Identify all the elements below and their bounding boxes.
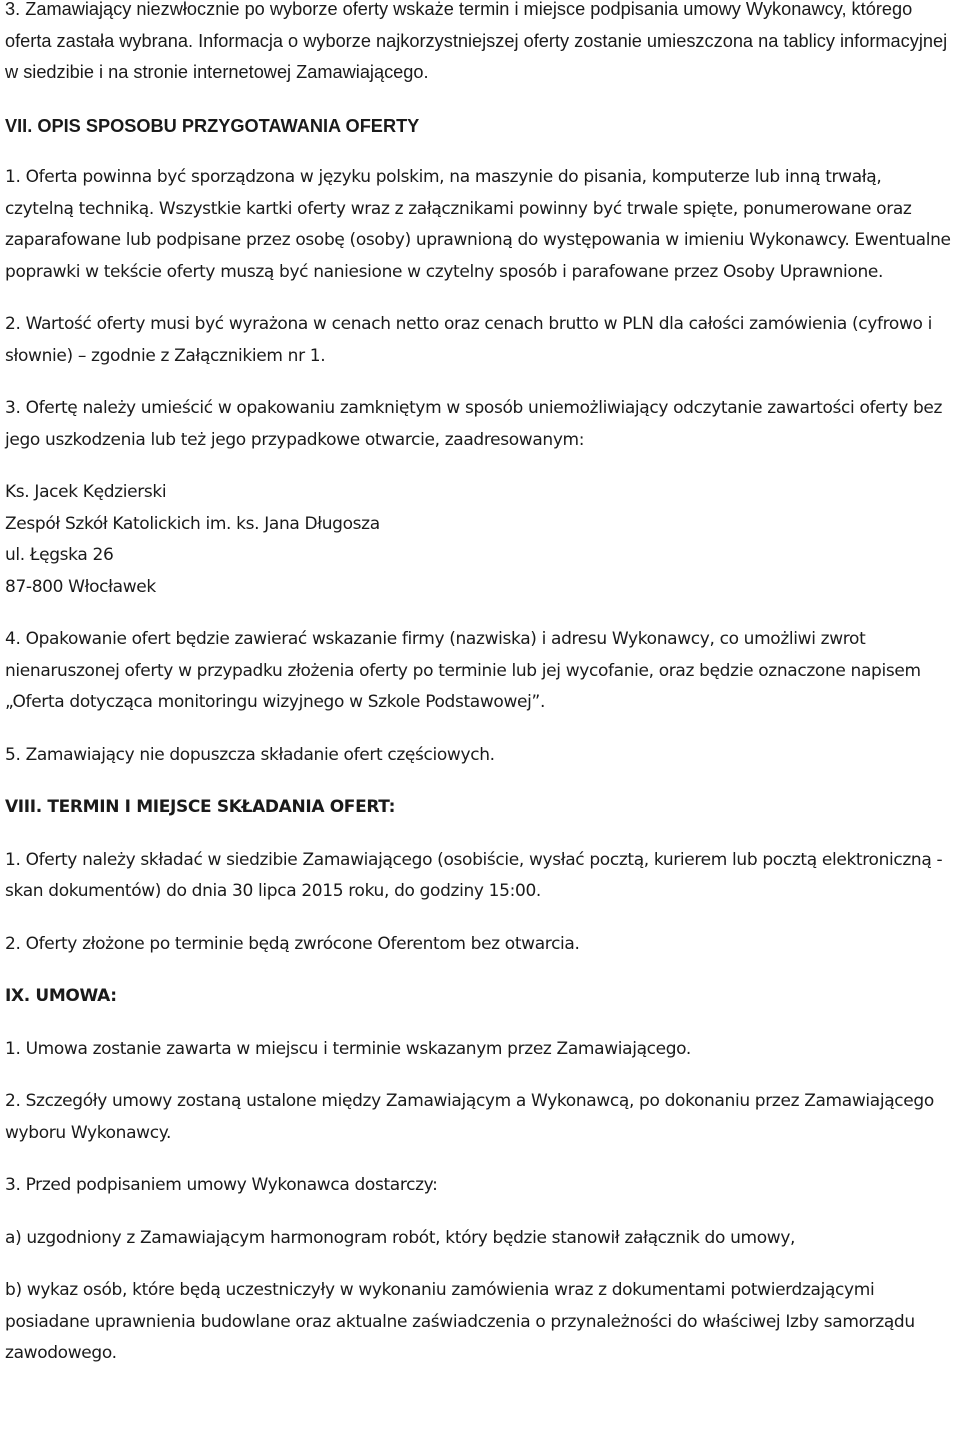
section-viii-item-2: 2. Oferty złożone po terminie będą zwrócone Oferentom bez otwarcia. [5,933,580,954]
section-ix-item-3b: b) wykaz osób, które będą uczestniczyły w wykonaniu zamówienia wraz z dokumentami potwierdzającymi posiadane uprawnienia budowlane oraz aktualne zaświadczenia o przynależności do właściwej Izby samorządu zawodowego. [5,1280,915,1363]
section-vi-item-3: 3. Zamawiający niezwłocznie po wyborze oferty wskaże termin i miejsce podpisania umowy Wykonawcy, którego oferta zastała wybrana. Informacja o wyborze najkorzystniejszej oferty zostanie umieszczona na tablicy informacyjnej w siedzibie i na stronie internetowej Zamawiającego. [5,0,948,82]
address-institution: Zespół Szkół Katolickich im. ks. Jana Długosza [5,513,380,534]
section-ix-item-3a: a) uzgodniony z Zamawiającym harmonogram robót, który będzie stanowił załącznik do umowy, [5,1227,796,1248]
address-street: ul. Łęgska 26 [5,545,114,565]
delivery-address [5,477,955,603]
section-vii-item-5: 5. Zamawiający nie dopuszcza składanie ofert częściowych. [5,744,495,765]
section-vii-item-3: 3. Ofertę należy umieścić w opakowaniu zamkniętym w sposób uniemożliwiający odczytanie zawartości oferty bez jego uszkodzenia lub też jego przypadkowe otwarcie, zaadresowanym: [5,398,943,450]
section-ix-item-2: 2. Szczegóły umowy zostaną ustalone między Zamawiającym a Wykonawcą, po dokonaniu przez Zamawiającego wyboru Wykonawcy. [5,1091,934,1143]
section-vii-item-4: 4. Opakowanie ofert będzie zawierać wskazanie firmy (nazwiska) i adresu Wykonawcy, co umożliwi zwrot nienaruszonej oferty w przypadku złożenia oferty po terminie lub jej wycofanie, oraz będzie oznaczone napisem „Oferta dotycząca monitoringu wizyjnego w Szkole Podstawowej”. [5,629,921,712]
section-vii-item-2: 2. Wartość oferty musi być wyrażona w cenach netto oraz cenach brutto w PLN dla całości zamówienia (cyfrowo i słownie) – zgodnie z Załącznikiem nr 1. [5,314,932,366]
section-ix-item-3: 3. Przed podpisaniem umowy Wykonawca dostarczy: [5,1175,438,1195]
section-viii-heading: VIII. TERMIN I MIEJSCE SKŁADANIA OFERT: [5,797,396,817]
address-name: Ks. Jacek Kędzierski [5,482,167,502]
section-viii-item-1: 1. Oferty należy składać w siedzibie Zamawiającego (osobiście, wysłać pocztą, kurierem lub pocztą elektroniczną - skan dokumentów) do dnia 30 lipca 2015 roku, do godziny 15:00. [5,849,943,901]
section-ix-item-1: 1. Umowa zostanie zawarta w miejscu i terminie wskazanym przez Zamawiającego. [5,1038,691,1059]
address-city: 87-800 Włocławek [5,576,156,597]
section-vii-item-1: 1. Oferta powinna być sporządzona w języku polskim, na maszynie do pisania, komputerze lub inną trwałą, czytelną techniką. Wszystkie kartki oferty wraz z załącznikami powinny być trwale spięte, ponumerowane oraz zaparafowane lub podpisane przez osobę (osoby) uprawnioną do występowania w imieniu Wykonawcy. Ewentualne poprawki w tekście oferty muszą być naniesione w czytelny sposób i parafowane przez Osoby Uprawnione. [5,167,951,282]
section-vii-heading: VII. OPIS SPOSOBU PRZYGOTAWANIA OFERTY [5,115,420,136]
section-ix-heading: IX. UMOWA: [5,986,117,1006]
document-page [5,0,955,1370]
